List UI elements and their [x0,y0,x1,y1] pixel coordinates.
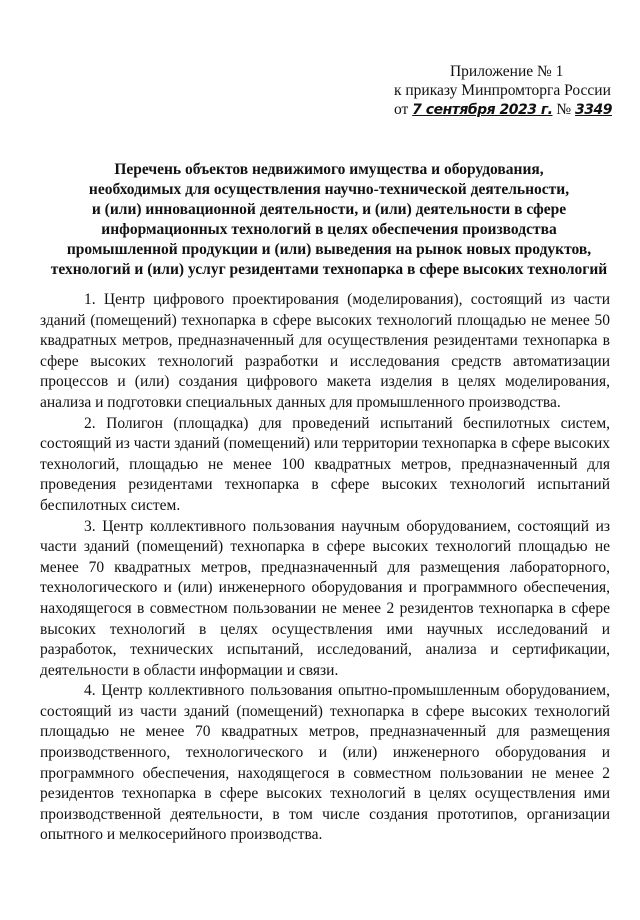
appendix-number: Приложение № 1 [449,63,564,80]
title-line: информационных технологий в целях обеспечения производства [101,221,557,238]
title-line: и (или) инновационной деятельности, и (или) деятельности в сфере [91,201,567,218]
paragraph-3: 3. Центр коллективного пользования научным оборудованием, состоящий из части зданий (помещений) технопарка в сфере высоких технологий площадью не менее 70 квадратных метров, предназначенный для размещения лабораторного, технологического и (или) инженерного оборудования и программного обеспечения, находящегося в совместном пользовании не менее 2 резидентов технопарка в сфере высоких технологий в целях осуществления ими научных исследований и разработок, технических испытаний, исследований, анализа и сертификации, деятельности в области информации и связи. [40,517,610,679]
paragraph-4: 4. Центр коллективного пользования опытно-промышленным оборудованием, состоящий из части зданий (помещений) технопарка в сфере высоких технологий площадью не менее 70 квадратных метров, предназначенный для размещения производственного, технологического и (или) инженерного оборудования и программного обеспечения, находящегося в совместном пользовании не менее 2 резидентов технопарка в сфере высоких технологий в целях осуществления ими производственной деятельности, в том числе создания прототипов, организации опытного и мелкосерийного производства. [40,682,610,844]
paragraph-2: 2. Полигон (площадка) для проведений испытаний беспилотных систем, состоящий из части зданий (помещений) или территории технопарка в сфере высоких технологий, площадью не менее 100 квадратных метров, предназначенный для проведения резидентами технопарка в сфере высоких технологий испытаний беспилотных систем. [40,414,610,514]
document-body [40,290,610,846]
order-date-number-line [394,100,612,120]
number-label: № [556,101,572,118]
handwritten-number: 3349 [575,102,612,118]
paragraph-1: 1. Центр цифрового проектирования (моделирования), состоящий из части зданий (помещений) технопарка в сфере высоких технологий площадью не менее 50 квадратных метров, предназначенный для осуществления резидентами технопарка в сфере высоких технологий разработки и исследования средств автоматизации процессов и (или) создания цифрового макета изделия в целях моделирования, анализа и подготовки специальных данных для промышленного производства. [40,291,610,411]
title-line: Перечень объектов недвижимого имущества и оборудования, [114,161,544,178]
title-line: промышленной продукции и (или) выведения на рынок новых продуктов, [66,241,592,258]
appendix-header [394,62,612,120]
title-line: необходимых для осуществления научно-технической деятельности, [88,181,570,198]
title-line: технологий и (или) услуг резидентами технопарка в сфере высоких технологий [50,261,608,278]
date-prefix: от [393,101,409,118]
order-reference: к приказу Минпромторга России [393,82,611,99]
document-title [38,160,620,280]
handwritten-date: 7 сентября 2023 г. [412,102,553,118]
